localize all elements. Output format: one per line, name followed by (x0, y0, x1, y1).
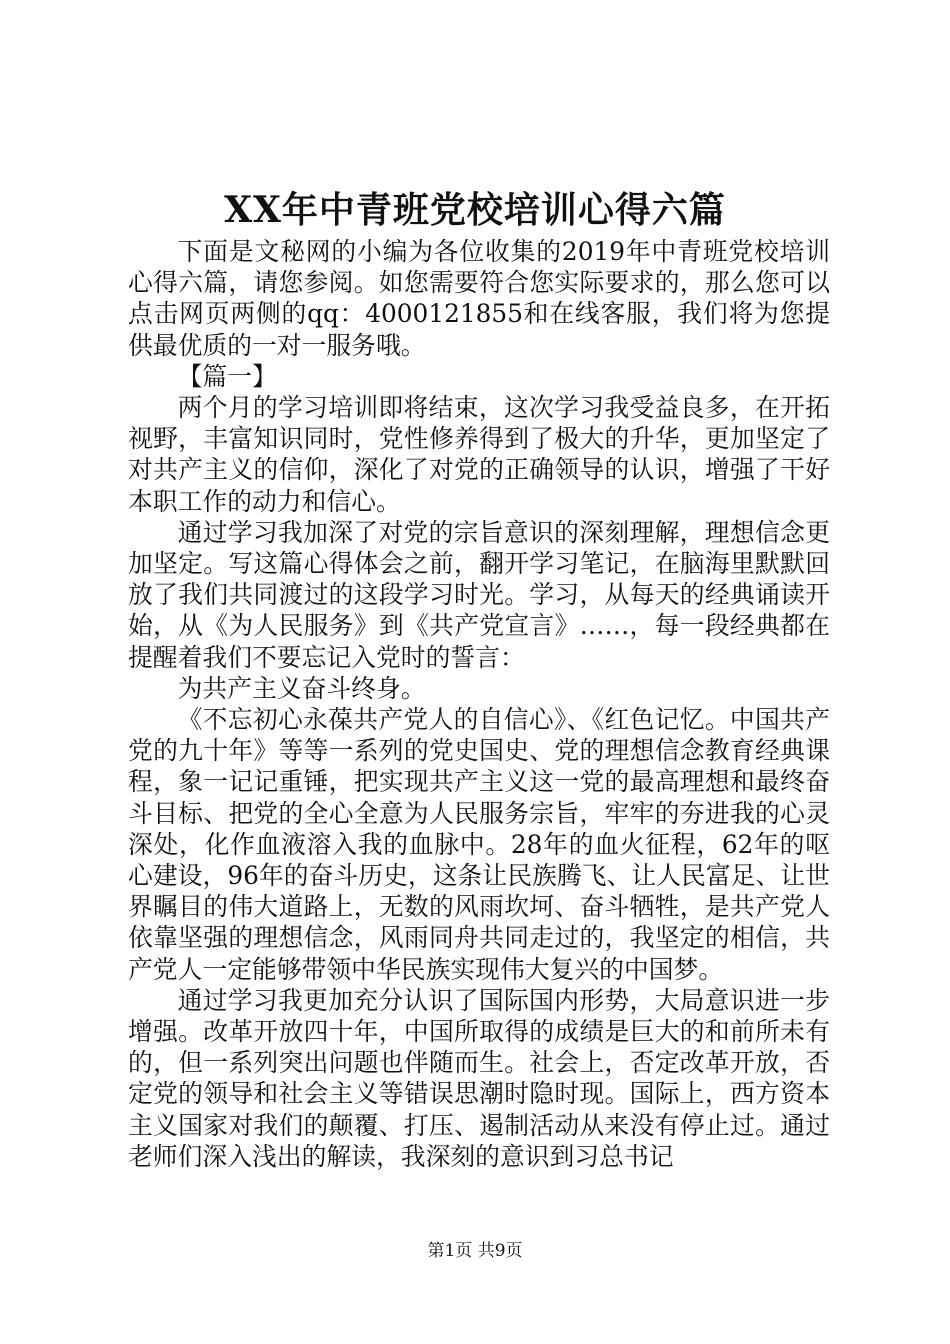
document-body (128, 236, 830, 1172)
intro-paragraph: 下面是文秘网的小编为各位收集的2019年中青班党校培训心得六篇，请您参阅。如您需要符合您实际要求的，那么您可以点击网页两侧的qq：4000121855和在线客服，我们将为您提供最优质的一对一服务哦。 (128, 237, 830, 360)
body-paragraph: 为共产主义奋斗终身。 (177, 673, 426, 703)
body-paragraph: 通过学习我更加充分认识了国际国内形势，大局意识进一步增强。改革开放四十年，中国所取得的成绩是巨大的和前所未有的，但一系列突出问题也伴随而生。社会上，否定改革开放，否定党的领导和社会主义等错误思潮时隐时现。国际上，西方资本主义国家对我们的颠覆、打压、遏制活动从来没有停止过。通过老师们深入浅出的解读，我深刻的意识到习总书记 (128, 985, 830, 1171)
body-paragraph: 两个月的学习培训即将结束，这次学习我受益良多，在开拓视野，丰富知识同时，党性修养得到了极大的升华，更加坚定了对共产主义的信仰，深化了对党的正确领导的认识，增强了干好本职工作的动力和信心。 (128, 393, 830, 516)
section-heading: 【篇一】 (177, 361, 277, 391)
page-number-footer: 第1页 共9页 (427, 1241, 523, 1261)
document-title: XX年中青班党校培训心得六篇 (224, 189, 726, 231)
body-paragraph: 《不忘初心永葆共产党人的自信心》、《红色记忆。中国共产党的九十年》等等一系列的党史国史、党的理想信念教育经典课程，象一记记重锤，把实现共产主义这一党的最高理想和最终奋斗目标、把党的全心全意为人民服务宗旨，牢牢的夯进我的心灵深处，化作血液溶入我的血脉中。28年的血火征程，62年的呕心建设，96年的奋斗历史，这条让民族腾飞、让人民富足、让世界瞩目的伟大道路上，无数的风雨坎坷、奋斗牺牲，是共产党人依靠坚强的理想信念，风雨同舟共同走过的，我坚定的相信，共产党人一定能够带领中华民族实现伟大复兴的中国梦。 (128, 705, 830, 984)
body-paragraph: 通过学习我加深了对党的宗旨意识的深刻理解，理想信念更加坚定。写这篇心得体会之前，翻开学习笔记，在脑海里默默回放了我们共同渡过的这段学习时光。学习，从每天的经典诵读开始，从《为人民服务》到《共产党宣言》……，每一段经典都在提醒着我们不要忘记入党时的誓言： (128, 517, 830, 672)
